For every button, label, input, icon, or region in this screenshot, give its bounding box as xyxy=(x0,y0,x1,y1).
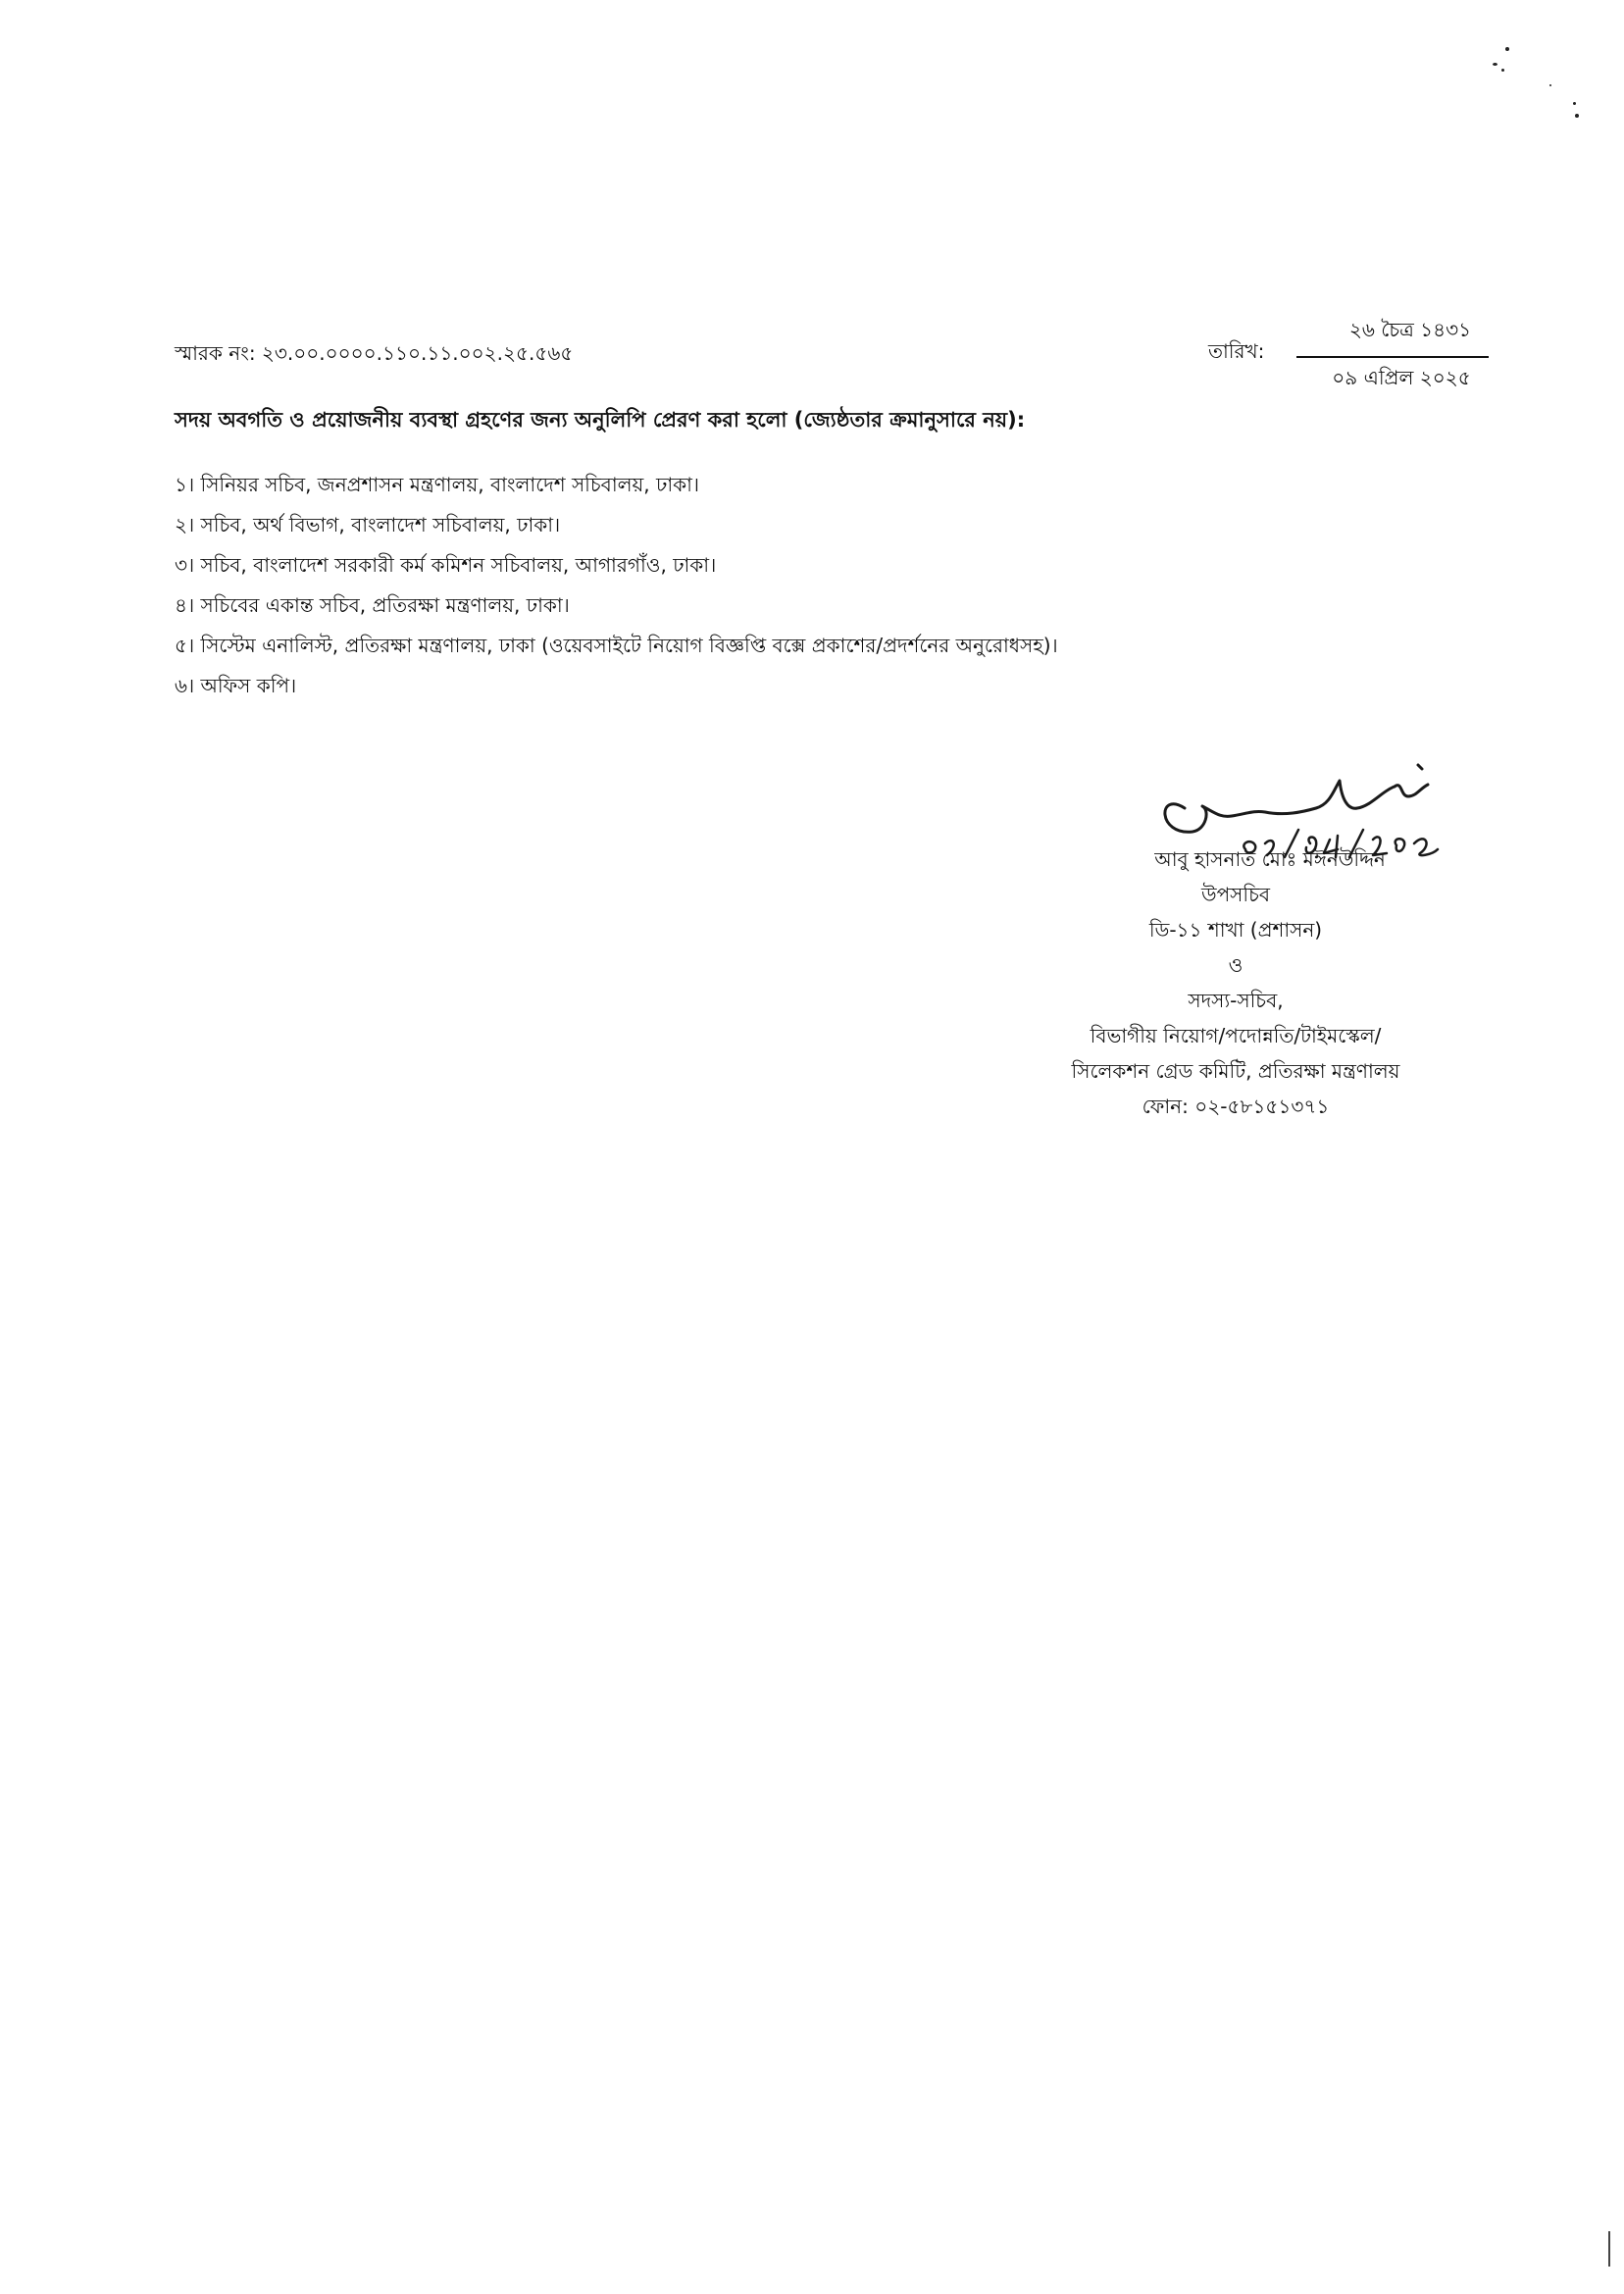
scan-speck xyxy=(1575,114,1579,118)
scan-speck xyxy=(1573,102,1576,105)
recipient-item: ২। সচিব, অর্থ বিভাগ, বাংলাদেশ সচিবালয়, ঢাকা। xyxy=(175,513,561,536)
signatory-name: আবু হাসনাত মোঃ মঈনউদ্দিন xyxy=(1154,847,1386,871)
signatory-phone: ফোন: ০২-৫৮১৫১৩৭১ xyxy=(1142,1095,1330,1118)
recipient-item: ৪। সচিবের একান্ত সচিব, প্রতিরক্ষা মন্ত্রণালয়, ঢাকা। xyxy=(175,593,570,617)
date-block xyxy=(1296,316,1489,396)
date-label: তারিখ: xyxy=(1208,339,1265,363)
signatory-designation: উপসচিব xyxy=(1200,883,1270,906)
recipient-item: ৩। সচিব, বাংলাদেশ সরকারী কর্ম কমিশন সচিবালয়, আগারগাঁও, ঢাকা। xyxy=(175,553,717,577)
distribution-heading: সদয় অবগতি ও প্রয়োজনীয় ব্যবস্থা গ্রহণের জন্য অনুলিপি প্রেরণ করা হলো (জ্যেষ্ঠতার ক্রমানুসারে নয়): xyxy=(175,408,1026,432)
date-bangla-calendar: ২৬ চৈত্র ১৪৩১ xyxy=(1348,318,1472,341)
margin-mark xyxy=(1608,2231,1610,2267)
signatory-committee-line1: বিভাগীয় নিয়োগ/পদোন্নতি/টাইমস্কেল/ xyxy=(1090,1024,1382,1047)
recipient-item: ৬। অফিস কপি। xyxy=(175,674,297,697)
recipient-item: ৫। সিস্টেম এনালিস্ট, প্রতিরক্ষা মন্ত্রণালয়, ঢাকা (ওয়েবসাইটে নিয়োগ বিজ্ঞপ্তি বক্সে প্রকাশের/প্রদর্শনের অনুরোধসহ)। xyxy=(175,634,1058,657)
signatory-committee-line2: সিলেকশন গ্রেড কমিটি, প্রতিরক্ষা মন্ত্রণালয় xyxy=(1071,1059,1400,1083)
date-divider xyxy=(1296,356,1489,358)
signatory-role: সদস্য-সচিব, xyxy=(1188,989,1284,1012)
scan-speck xyxy=(1493,63,1497,66)
memo-reference: স্মারক নং: ২৩.০০.০০০০.১১০.১১.০০২.২৫.৫৬৫ xyxy=(175,341,574,365)
date-gregorian: ০৯ এপ্রিল ২০২৫ xyxy=(1332,366,1471,389)
scan-speck xyxy=(1505,47,1509,51)
signatory-branch: ডি-১১ শাখা (প্রশাসন) xyxy=(1148,918,1323,942)
signatory-block xyxy=(990,841,1481,1124)
recipient-list xyxy=(175,465,1058,706)
scan-speck xyxy=(1501,69,1504,72)
signatory-conjunction: ও xyxy=(1228,953,1243,977)
recipient-item: ১। সিনিয়র সচিব, জনপ্রশাসন মন্ত্রণালয়, বাংলাদেশ সচিবালয়, ঢাকা। xyxy=(175,473,700,496)
scan-speck xyxy=(1549,84,1551,86)
